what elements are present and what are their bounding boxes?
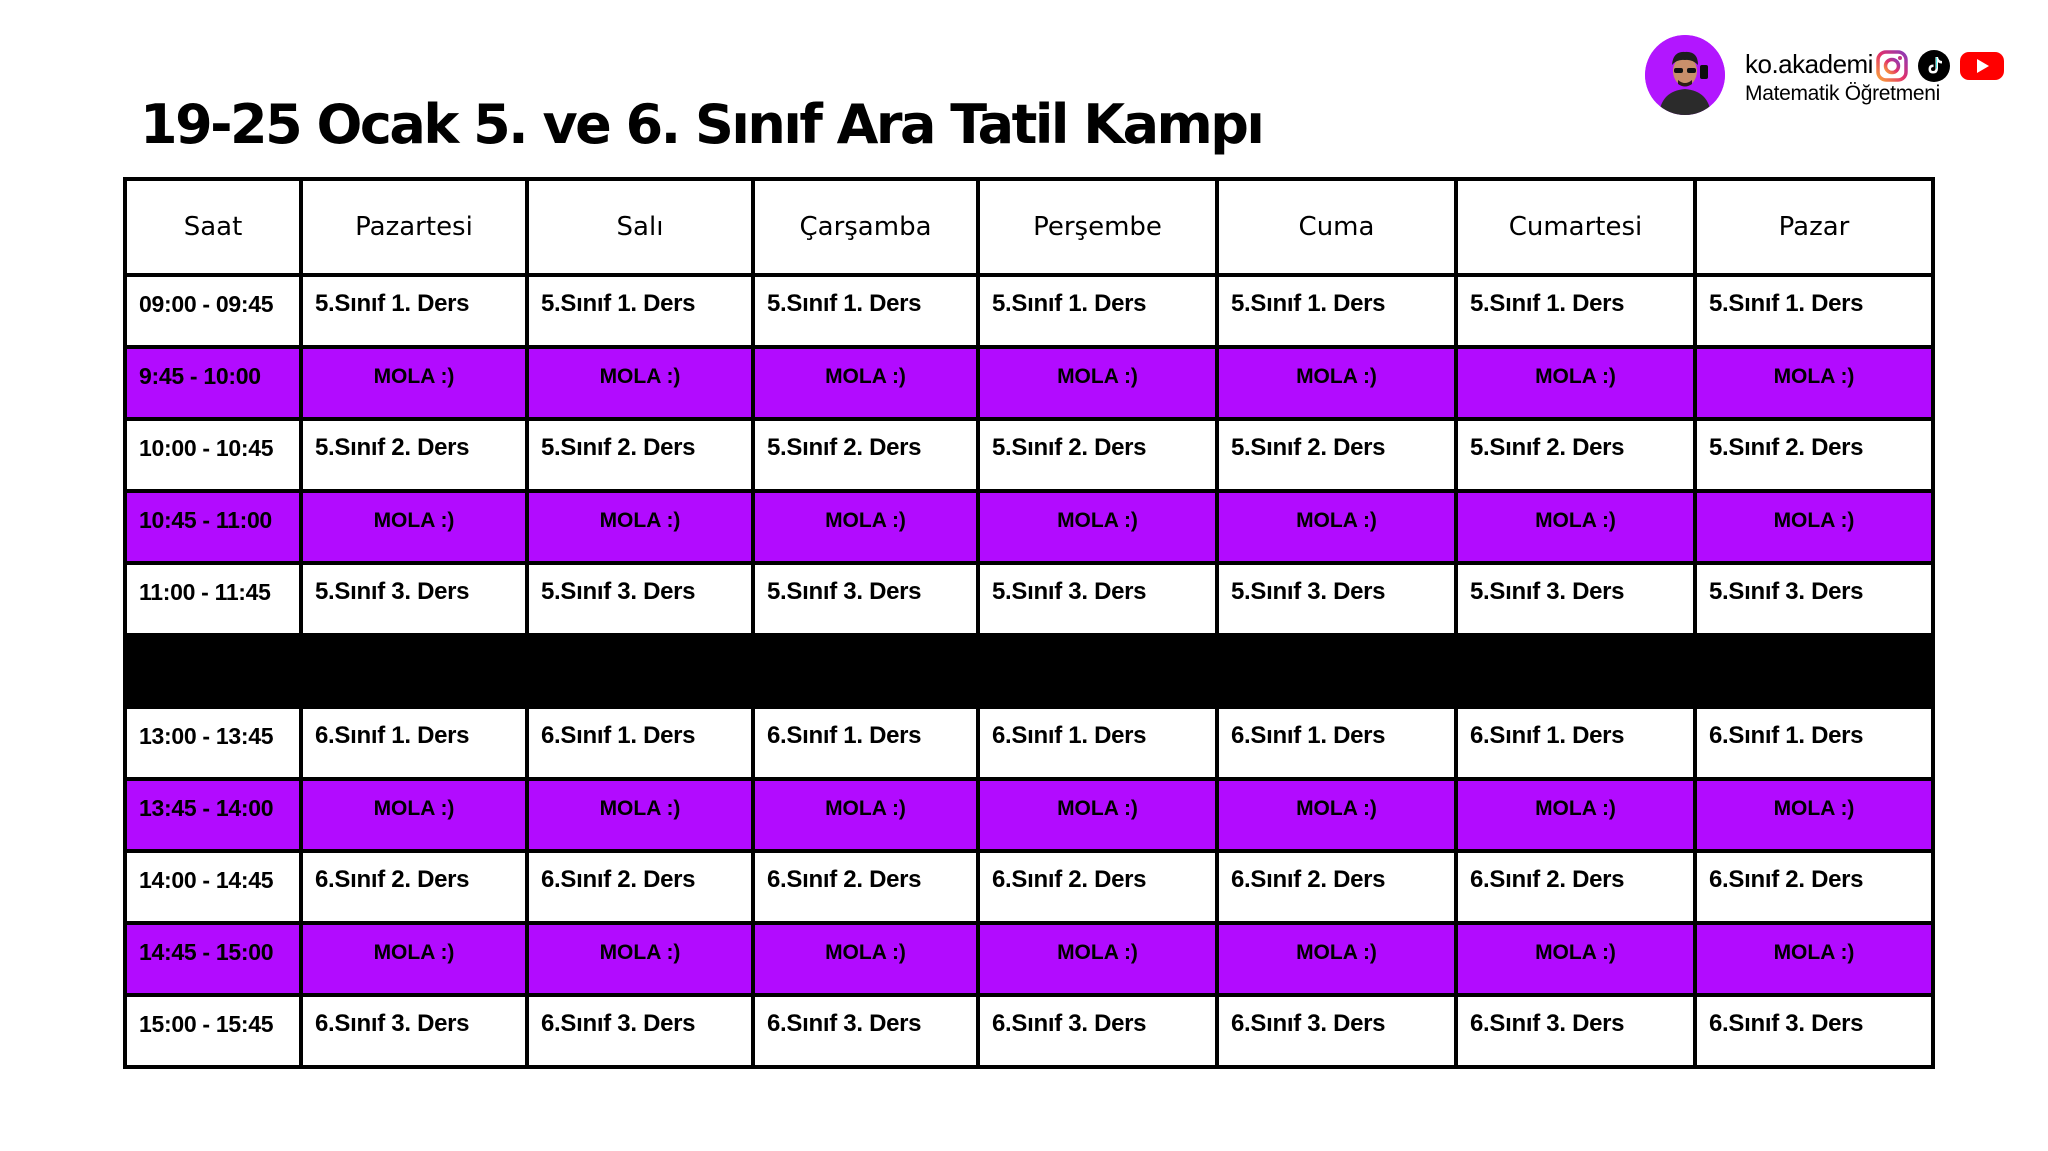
break-cell: MOLA :) bbox=[301, 491, 527, 563]
break-cell: MOLA :) bbox=[1695, 347, 1933, 419]
break-row bbox=[125, 491, 1933, 563]
break-cell: MOLA :) bbox=[978, 491, 1217, 563]
time-slot: 14:00 - 14:45 bbox=[125, 851, 301, 923]
lesson-cell: 5.Sınıf 3. Ders bbox=[527, 563, 753, 635]
lesson-cell: 6.Sınıf 1. Ders bbox=[301, 707, 527, 779]
time-slot: 10:00 - 10:45 bbox=[125, 419, 301, 491]
lunch-break-bar bbox=[125, 635, 1933, 707]
lesson-row bbox=[125, 851, 1933, 923]
lesson-cell: 5.Sınıf 1. Ders bbox=[978, 275, 1217, 347]
break-cell: MOLA :) bbox=[1217, 491, 1456, 563]
lesson-cell: 5.Sınıf 3. Ders bbox=[753, 563, 978, 635]
break-row bbox=[125, 923, 1933, 995]
lesson-cell: 5.Sınıf 1. Ders bbox=[1695, 275, 1933, 347]
break-cell: MOLA :) bbox=[1217, 923, 1456, 995]
column-header-day: Perşembe bbox=[978, 179, 1217, 275]
time-slot: 13:45 - 14:00 bbox=[125, 779, 301, 851]
break-cell: MOLA :) bbox=[301, 779, 527, 851]
schedule-table bbox=[123, 177, 1935, 1069]
lesson-cell: 5.Sınıf 2. Ders bbox=[301, 419, 527, 491]
break-cell: MOLA :) bbox=[527, 347, 753, 419]
lesson-cell: 6.Sınıf 1. Ders bbox=[527, 707, 753, 779]
break-cell: MOLA :) bbox=[1456, 923, 1695, 995]
break-cell: MOLA :) bbox=[978, 779, 1217, 851]
break-row bbox=[125, 347, 1933, 419]
avatar bbox=[1645, 35, 1725, 115]
time-slot: 13:00 - 13:45 bbox=[125, 707, 301, 779]
lesson-cell: 6.Sınıf 3. Ders bbox=[753, 995, 978, 1067]
lesson-row bbox=[125, 707, 1933, 779]
column-header-day: Çarşamba bbox=[753, 179, 978, 275]
profile-tagline: Matematik Öğretmeni bbox=[1745, 82, 1941, 105]
lesson-row bbox=[125, 563, 1933, 635]
schedule-body bbox=[125, 275, 1933, 1067]
time-slot: 15:00 - 15:45 bbox=[125, 995, 301, 1067]
column-header-time: Saat bbox=[125, 179, 301, 275]
lesson-cell: 5.Sınıf 3. Ders bbox=[1695, 563, 1933, 635]
break-cell: MOLA :) bbox=[527, 923, 753, 995]
lesson-cell: 5.Sınıf 2. Ders bbox=[1456, 419, 1695, 491]
lesson-cell: 6.Sınıf 3. Ders bbox=[527, 995, 753, 1067]
break-cell: MOLA :) bbox=[527, 491, 753, 563]
lesson-cell: 5.Sınıf 1. Ders bbox=[753, 275, 978, 347]
break-cell: MOLA :) bbox=[978, 923, 1217, 995]
break-cell: MOLA :) bbox=[1456, 347, 1695, 419]
break-cell: MOLA :) bbox=[301, 923, 527, 995]
break-cell: MOLA :) bbox=[753, 779, 978, 851]
profile-badge bbox=[1645, 35, 2015, 120]
column-header-day: Cuma bbox=[1217, 179, 1456, 275]
break-cell: MOLA :) bbox=[978, 347, 1217, 419]
lesson-cell: 5.Sınıf 2. Ders bbox=[753, 419, 978, 491]
column-header-day: Cumartesi bbox=[1456, 179, 1695, 275]
lesson-cell: 6.Sınıf 3. Ders bbox=[1217, 995, 1456, 1067]
break-cell: MOLA :) bbox=[1456, 491, 1695, 563]
lunch-break-row bbox=[125, 635, 1933, 707]
lesson-cell: 6.Sınıf 3. Ders bbox=[978, 995, 1217, 1067]
time-slot: 14:45 - 15:00 bbox=[125, 923, 301, 995]
lesson-cell: 5.Sınıf 3. Ders bbox=[1217, 563, 1456, 635]
lesson-cell: 6.Sınıf 2. Ders bbox=[527, 851, 753, 923]
time-slot: 09:00 - 09:45 bbox=[125, 275, 301, 347]
lesson-cell: 5.Sınıf 1. Ders bbox=[301, 275, 527, 347]
lesson-cell: 6.Sınıf 2. Ders bbox=[301, 851, 527, 923]
time-slot: 11:00 - 11:45 bbox=[125, 563, 301, 635]
instagram-icon[interactable] bbox=[1875, 49, 1909, 83]
lesson-cell: 6.Sınıf 1. Ders bbox=[1695, 707, 1933, 779]
lesson-cell: 5.Sınıf 3. Ders bbox=[1456, 563, 1695, 635]
break-cell: MOLA :) bbox=[753, 923, 978, 995]
lesson-cell: 6.Sınıf 3. Ders bbox=[1456, 995, 1695, 1067]
lesson-cell: 6.Sınıf 2. Ders bbox=[978, 851, 1217, 923]
time-slot: 10:45 - 11:00 bbox=[125, 491, 301, 563]
tiktok-icon[interactable] bbox=[1917, 49, 1951, 83]
break-cell: MOLA :) bbox=[301, 347, 527, 419]
lesson-cell: 5.Sınıf 1. Ders bbox=[527, 275, 753, 347]
lesson-cell: 5.Sınıf 2. Ders bbox=[527, 419, 753, 491]
lesson-row bbox=[125, 419, 1933, 491]
break-cell: MOLA :) bbox=[527, 779, 753, 851]
lesson-row bbox=[125, 995, 1933, 1067]
lesson-cell: 5.Sınıf 1. Ders bbox=[1217, 275, 1456, 347]
break-row bbox=[125, 779, 1933, 851]
lesson-cell: 6.Sınıf 2. Ders bbox=[1695, 851, 1933, 923]
lesson-cell: 6.Sınıf 1. Ders bbox=[1456, 707, 1695, 779]
column-header-day: Salı bbox=[527, 179, 753, 275]
lesson-cell: 5.Sınıf 1. Ders bbox=[1456, 275, 1695, 347]
lesson-cell: 6.Sınıf 3. Ders bbox=[301, 995, 527, 1067]
break-cell: MOLA :) bbox=[1217, 347, 1456, 419]
column-header-day: Pazar bbox=[1695, 179, 1933, 275]
column-header-day: Pazartesi bbox=[301, 179, 527, 275]
header-row bbox=[125, 179, 1933, 275]
lesson-cell: 6.Sınıf 2. Ders bbox=[753, 851, 978, 923]
time-slot: 9:45 - 10:00 bbox=[125, 347, 301, 419]
break-cell: MOLA :) bbox=[1456, 779, 1695, 851]
lesson-cell: 6.Sınıf 2. Ders bbox=[1456, 851, 1695, 923]
lesson-cell: 6.Sınıf 1. Ders bbox=[753, 707, 978, 779]
lesson-cell: 6.Sınıf 3. Ders bbox=[1695, 995, 1933, 1067]
lesson-cell: 5.Sınıf 3. Ders bbox=[978, 563, 1217, 635]
lesson-cell: 6.Sınıf 1. Ders bbox=[1217, 707, 1456, 779]
lesson-cell: 6.Sınıf 2. Ders bbox=[1217, 851, 1456, 923]
youtube-icon[interactable] bbox=[1959, 49, 2005, 83]
lesson-row bbox=[125, 275, 1933, 347]
lesson-cell: 5.Sınıf 2. Ders bbox=[1217, 419, 1456, 491]
lesson-cell: 6.Sınıf 1. Ders bbox=[978, 707, 1217, 779]
lesson-cell: 5.Sınıf 2. Ders bbox=[1695, 419, 1933, 491]
lesson-cell: 5.Sınıf 2. Ders bbox=[978, 419, 1217, 491]
break-cell: MOLA :) bbox=[1217, 779, 1456, 851]
break-cell: MOLA :) bbox=[1695, 491, 1933, 563]
break-cell: MOLA :) bbox=[753, 347, 978, 419]
profile-handle: ko.akademi bbox=[1745, 49, 1873, 79]
break-cell: MOLA :) bbox=[753, 491, 978, 563]
lesson-cell: 5.Sınıf 3. Ders bbox=[301, 563, 527, 635]
break-cell: MOLA :) bbox=[1695, 779, 1933, 851]
page-title: 19-25 Ocak 5. ve 6. Sınıf Ara Tatil Kampı bbox=[140, 93, 1263, 156]
break-cell: MOLA :) bbox=[1695, 923, 1933, 995]
